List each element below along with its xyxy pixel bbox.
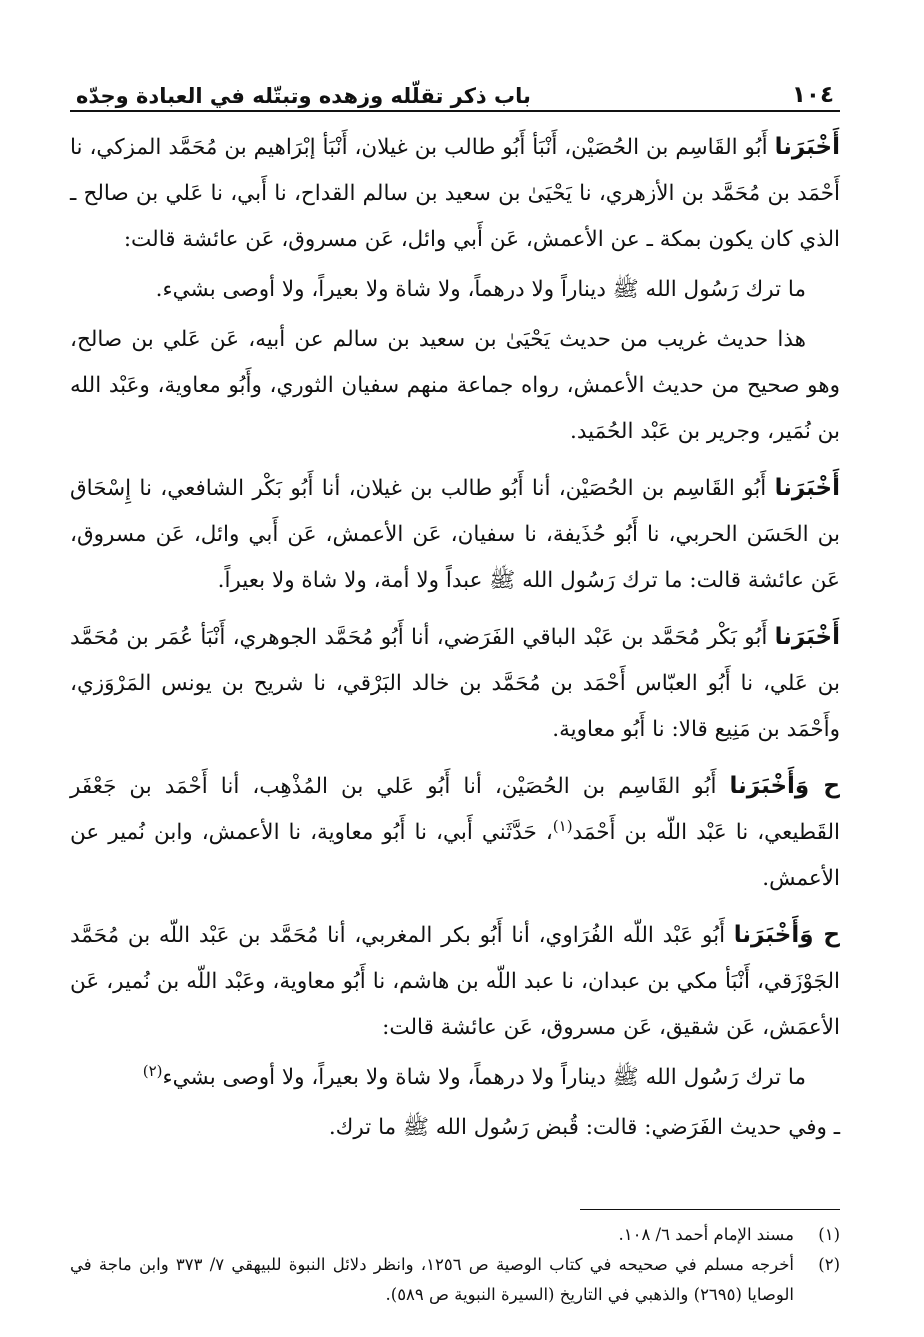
- footnote-number: (٢): [818, 1255, 840, 1274]
- page-header: [70, 60, 840, 108]
- paragraph-text: أَبُو القَاسِم بن الحُصَيْن، أنا أَبُو عَلي بن المُذْهِب، أنا أَحْمَد بن جَعْفَر القَطيعي، نا عَبْد اللّه بن أَحْمَد: [70, 774, 840, 845]
- paragraph-text: ما ترك رَسُول الله ﷺ ديناراً ولا درهماً، ولا شاة ولا بعيراً، ولا أوصى بشيء.: [155, 277, 806, 302]
- paragraph-text: ـ وفي حديث الفَرَضي: قالت: قُبض رَسُول الله ﷺ ما ترك.: [328, 1115, 840, 1140]
- keyword-akhbarana: أَخْبَرَنا: [774, 134, 840, 160]
- keyword-akhbarana: أَخْبَرَنا: [774, 475, 840, 501]
- footnote-separator: [580, 1209, 840, 1210]
- paragraph-text: أَبُو عَبْد اللّه الفُرَاوي، أنا أَبُو بكر المغربي، أنا مُحَمَّد بن عَبْد اللّه بن مُحَمَّد الجَوْزَقي، أَنْبَأ مكي بن عبدان، نا عبد اللّه بن هاشم، نا أَبُو معاوية، وعَبْد اللّه بن نُمير، عَن الأعمَش، عَن شقيق، عَن مسروق، عَن عائشة قالت:: [70, 923, 840, 1040]
- keyword-wa-akhbarana: ح وَأَخْبَرَنا: [733, 922, 840, 948]
- keyword-akhbarana: أَخْبَرَنا: [774, 624, 840, 650]
- keyword-wa-akhbarana: ح وَأَخْبَرَنا: [729, 773, 840, 799]
- footnote-2: [70, 1250, 840, 1310]
- paragraph-isnad-3: [70, 614, 840, 753]
- paragraph-text: ما ترك رَسُول الله ﷺ ديناراً ولا درهماً، ولا شاة ولا بعيراً، ولا أوصى بشيء: [162, 1065, 806, 1090]
- footnotes: [70, 1220, 840, 1310]
- paragraph-isnad-4: [70, 763, 840, 902]
- footnote-text: مسند الإمام أحمد ٦/ ١٠٨.: [618, 1225, 794, 1244]
- paragraph-matn-2: [70, 1055, 840, 1101]
- page-number: ١٠٤: [791, 82, 834, 108]
- footnote-1: [70, 1220, 840, 1250]
- footnote-number: (١): [818, 1225, 840, 1244]
- paragraph-variant: [70, 1105, 840, 1151]
- paragraph-text: أَبُو بَكْر مُحَمَّد بن عَبْد الباقي الفَرَضي، أنا أَبُو مُحَمَّد الجوهري، أَنْبَأ عُمَر بن مُحَمَّد بن عَلي، نا أَبُو العبّاس أَحْمَد بن مُحَمَّد بن خالد البَرْقي، نا شريح بن يونس المَرْوَزي، وأَحْمَد بن مَنِيع قالا: نا أَبُو معاوية.: [70, 625, 840, 742]
- paragraph-text-cont: ، حَدَّثَني أَبي، نا أَبُو معاوية، نا الأعمش، وابن نُمير عن الأعمش.: [70, 820, 840, 891]
- paragraph-commentary: [70, 317, 840, 455]
- main-text: [70, 112, 840, 1151]
- paragraph-isnad-1: [70, 124, 840, 263]
- paragraph-matn-1: [70, 267, 840, 313]
- paragraph-text: أَبُو القَاسِم بن الحُصَيْن، أَنْبَأ أَبُو طالب بن غيلان، أَنْبَأ إبْرَاهيم بن مُحَمَّد المزكي، نا أَحْمَد بن مُحَمَّد بن الأزهري، نا يَحْيَىٰ بن سعيد بن سالم القداح، نا أَبي، نا عَلي بن صالح ـ الذي كان يكون بمكة ـ عن الأعمش، عَن أَبي وائل، عَن مسروق، عَن عائشة قالت:: [70, 135, 840, 252]
- footnote-ref-2[interactable]: (٢): [142, 1061, 163, 1080]
- paragraph-isnad-2: [70, 465, 840, 604]
- footnote-ref-1[interactable]: (١): [552, 816, 573, 835]
- paragraph-isnad-5: [70, 912, 840, 1051]
- paragraph-text: هذا حديث غريب من حديث يَحْيَىٰ بن سعيد بن سالم عن أبيه، عَن عَلي بن صالح، وهو صحيح من حديث الأعمش، رواه جماعة منهم سفيان الثوري، وأَبُو معاوية، وعَبْد الله بن نُمَير، وجرير بن عَبْد الحُمَيد.: [70, 327, 840, 444]
- chapter-title: باب ذكر تقلّله وزهده وتبتّله في العبادة وجدّه: [76, 84, 531, 108]
- footnote-text: أخرجه مسلم في صحيحه في كتاب الوصية ص ١٢٥٦، وانظر دلائل النبوة للبيهقي ٧/ ٣٧٣ وابن ماجة في الوصايا (٢٦٩٥) والذهبي في التاريخ (السيرة النبوية ص ٥٨٩).: [70, 1255, 794, 1304]
- book-page: [70, 60, 840, 1310]
- paragraph-text: أَبُو القَاسِم بن الحُصَيْن، أنا أَبُو طالب بن غيلان، أنا أَبُو بَكْر الشافعي، نا إِسْحَاق بن الحَسَن الحربي، نا أَبُو حُذَيفة، نا سفيان، عَن الأعمش، عَن أَبي وائل، عَن مسروق، عَن عائشة قالت: ما ترك رَسُول الله ﷺ عبداً ولا أمة، ولا شاة ولا بعيراً.: [70, 476, 840, 593]
